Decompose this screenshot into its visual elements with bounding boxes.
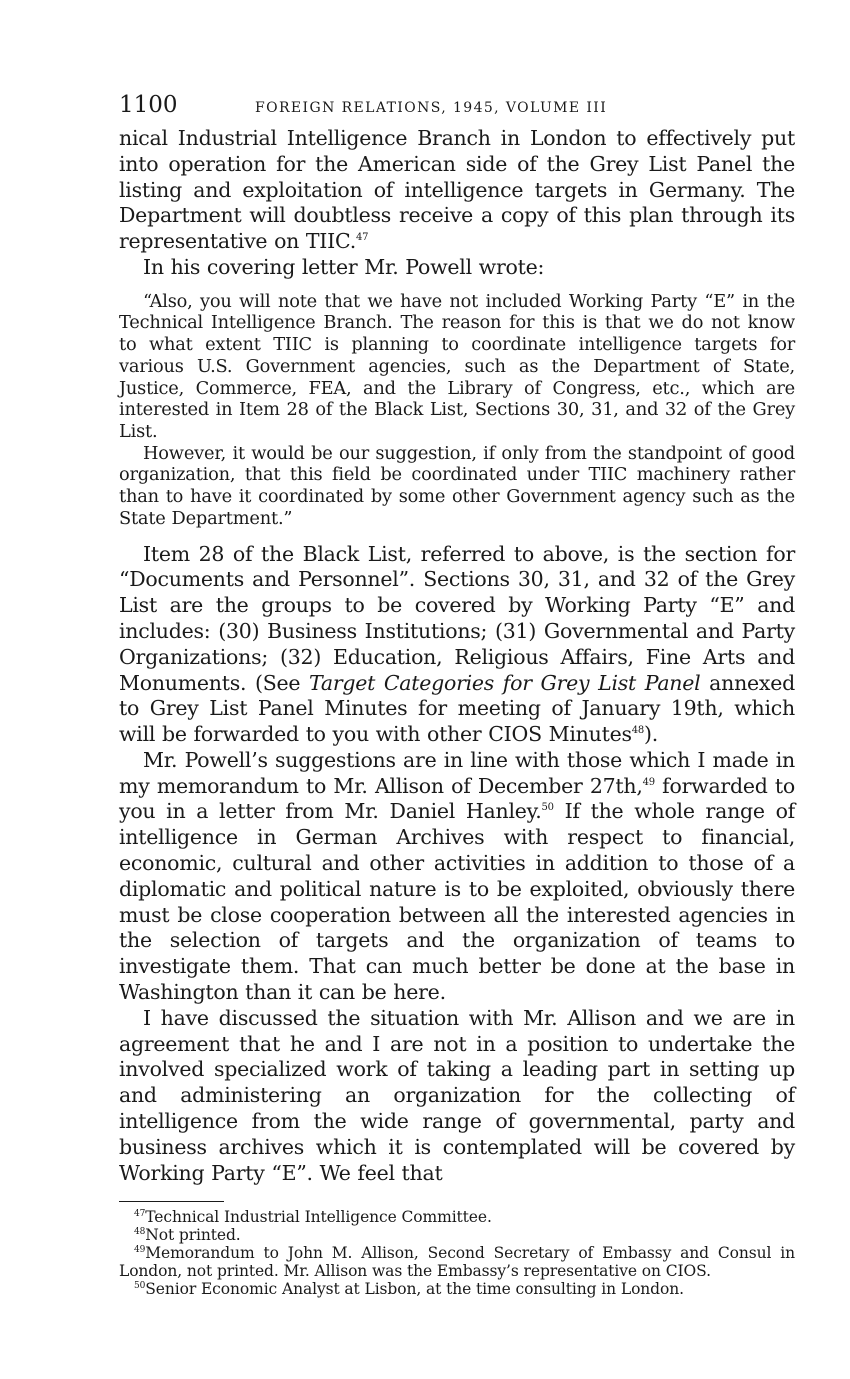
- footnote-ref-50[interactable]: 50: [541, 802, 554, 814]
- paragraph-1: nical Industrial Intelligence Branch in London to effectively put into operation for the American side of the Grey List Panel the listing and exploitation of intelligence targets in Germany. The Department will doubtless receive a copy of this plan through its representative on TIIC.$^{47}$: [119, 126, 795, 254]
- block-quote: [119, 291, 795, 530]
- footnote-divider: [119, 1201, 224, 1202]
- footnote-50: $^{50}$Senior Economic Analyst at Lisbon, at the time consulting in London.: [134, 1280, 684, 1299]
- footnotes: [119, 1208, 795, 1298]
- footnote-ref-47[interactable]: 47: [355, 232, 369, 244]
- italic-title: Target Categories for Grey List Panel: [309, 670, 701, 695]
- quote-paragraph-1: “Also, you will note that we have not included Working Party “E” in the Technical Intelligence Branch. The reason for this is that we do not know to what extent TIIC is planning to coordinate intelligence targets for various U.S. Government agencies, such as the Department of State, Justice, Commerce, FEA, and the Library of Congress, etc., which are interested in Item 28 of the Black List, Sections 30, 31, and 32 of the Grey List.: [119, 290, 795, 442]
- running-title: FOREIGN RELATIONS, 1945, VOLUME III: [255, 100, 608, 116]
- running-header: [119, 92, 795, 120]
- document-page: [119, 92, 795, 1298]
- body-text: [119, 126, 795, 1186]
- footnote-49: $^{49}$Memorandum to John M. Allison, Second Secretary of Embassy and Consul in London, not printed. Mr. Allison was the Embassy’s representative on CIOS.: [119, 1244, 795, 1281]
- page-number: 1100: [119, 92, 178, 118]
- footnote-ref-49[interactable]: 49: [642, 776, 655, 788]
- paragraph-2: In his covering letter Mr. Powell wrote:: [143, 254, 545, 279]
- footnote-48: $^{48}$Not printed.: [134, 1226, 241, 1245]
- footnote-47: $^{47}$Technical Industrial Intelligence Committee.: [134, 1208, 492, 1227]
- footnote-ref-48[interactable]: 48: [631, 725, 644, 737]
- paragraph-4: Mr. Powell’s suggestions are in line with those which I made in my memorandum to Mr. Allison of December 27th,$^{49}$ forwarded to you in a letter from Mr. Daniel Hanley.$^{50}$ If the whole range of intelligence in German Archives with respect to financial, economic, cultural and other activities in addition to those of a diplomatic and political nature is to be exploited, obviously there must be close cooperation between all the interested agencies in the selection of targets and the organization of teams to investigate them. That can much better be done at the base in Washington than it can be here.: [119, 747, 796, 1005]
- paragraph-5: I have discussed the situation with Mr. Allison and we are in agreement that he and I are not in a position to undertake the involved specialized work of taking a leading part in setting up and administering an organization for the collecting of intelligence from the wide range of governmental, party and business archives which it is contemplated will be covered by Working Party “E”. We feel that: [119, 1005, 795, 1185]
- paragraph-3: Item 28 of the Black List, referred to above, is the section for “Documents and Personnel”. Sections 30, 31, and 32 of the Grey List are the groups to be covered by Working Party “E” and includes: (30) Business Institutions; (31) Governmental and Party Organizations; (32) Education, Religious Affairs, Fine Arts and Monuments. (See Target Categories for Grey List Panel annexed to Grey List Panel Minutes for meeting of January 19th, which will be forwarded to you with other CIOS Minutes$^{48}$).: [119, 541, 795, 747]
- quote-paragraph-2: However, it would be our suggestion, if only from the standpoint of good organization, that this field be coordinated under TIIC machinery rather than to have it coordinated by some other Government agency such as the State Department.”: [119, 442, 795, 529]
